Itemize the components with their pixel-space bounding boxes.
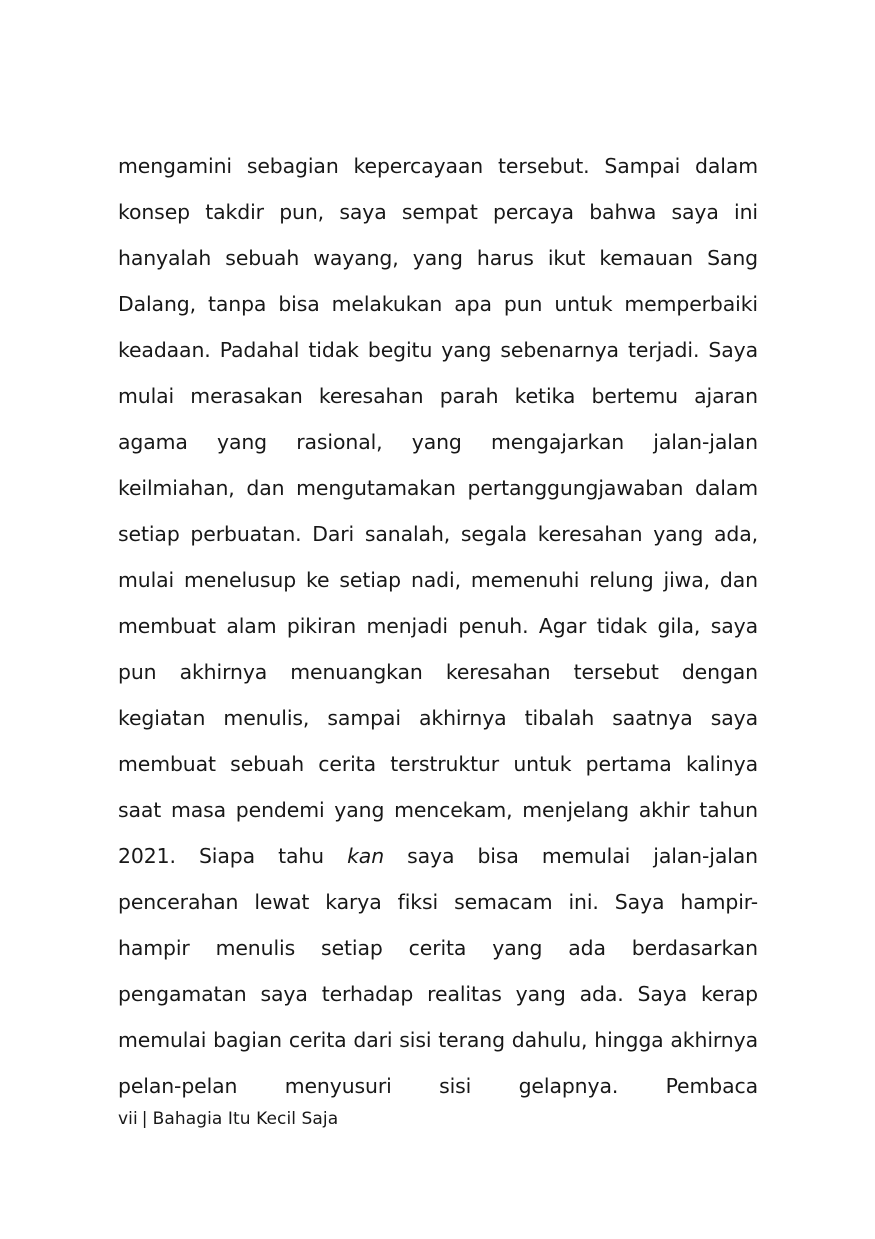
page-footer (118, 1107, 758, 1131)
page-number: vii (118, 1109, 138, 1129)
paragraph-text-after-emphasis: saya bisa memulai jalan-jalan pencerahan lewat karya fiksi semacam ini. Saya hampir-hampir menulis setiap cerita yang ada berdasarkan pengamatan saya terhadap realitas yang ada. Saya kerap memulai bagian cerita dari sisi terang dahulu, hingga akhirnya pelan-pelan menyusuri sisi gelapnya. Pembaca (118, 844, 758, 1098)
footer-book-title: Bahagia Itu Kecil Saja (152, 1109, 339, 1129)
emphasized-word: kan (347, 844, 385, 868)
paragraph-text-before-emphasis: mengamini sebagian kepercayaan tersebut. Sampai dalam konsep takdir pun, saya sempat percaya bahwa saya ini hanyalah sebuah wayang, yang harus ikut kemauan Sang Dalang, tanpa bisa melakukan apa pun untuk memperbaiki keadaan. Padahal tidak begitu yang sebenarnya terjadi. Saya mulai merasakan keresahan parah ketika bertemu ajaran agama yang rasional, yang mengajarkan jalan-jalan keilmiahan, dan mengutamakan pertanggungjawaban dalam setiap perbuatan. Dari sanalah, segala keresahan yang ada, mulai menelusup ke setiap nadi, memenuhi relung jiwa, dan membuat alam pikiran menjadi penuh. Agar tidak gila, saya pun akhirnya menuangkan keresahan tersebut dengan kegiatan menulis, sampai akhirnya tibalah saatnya saya membuat sebuah cerita terstruktur untuk pertama kalinya saat masa pendemi yang mencekam, menjelang akhir tahun 2021. Siapa tahu (118, 154, 758, 868)
footer-separator: | (141, 1109, 148, 1129)
body-paragraph (118, 143, 758, 1155)
body-text-block (118, 143, 758, 1155)
